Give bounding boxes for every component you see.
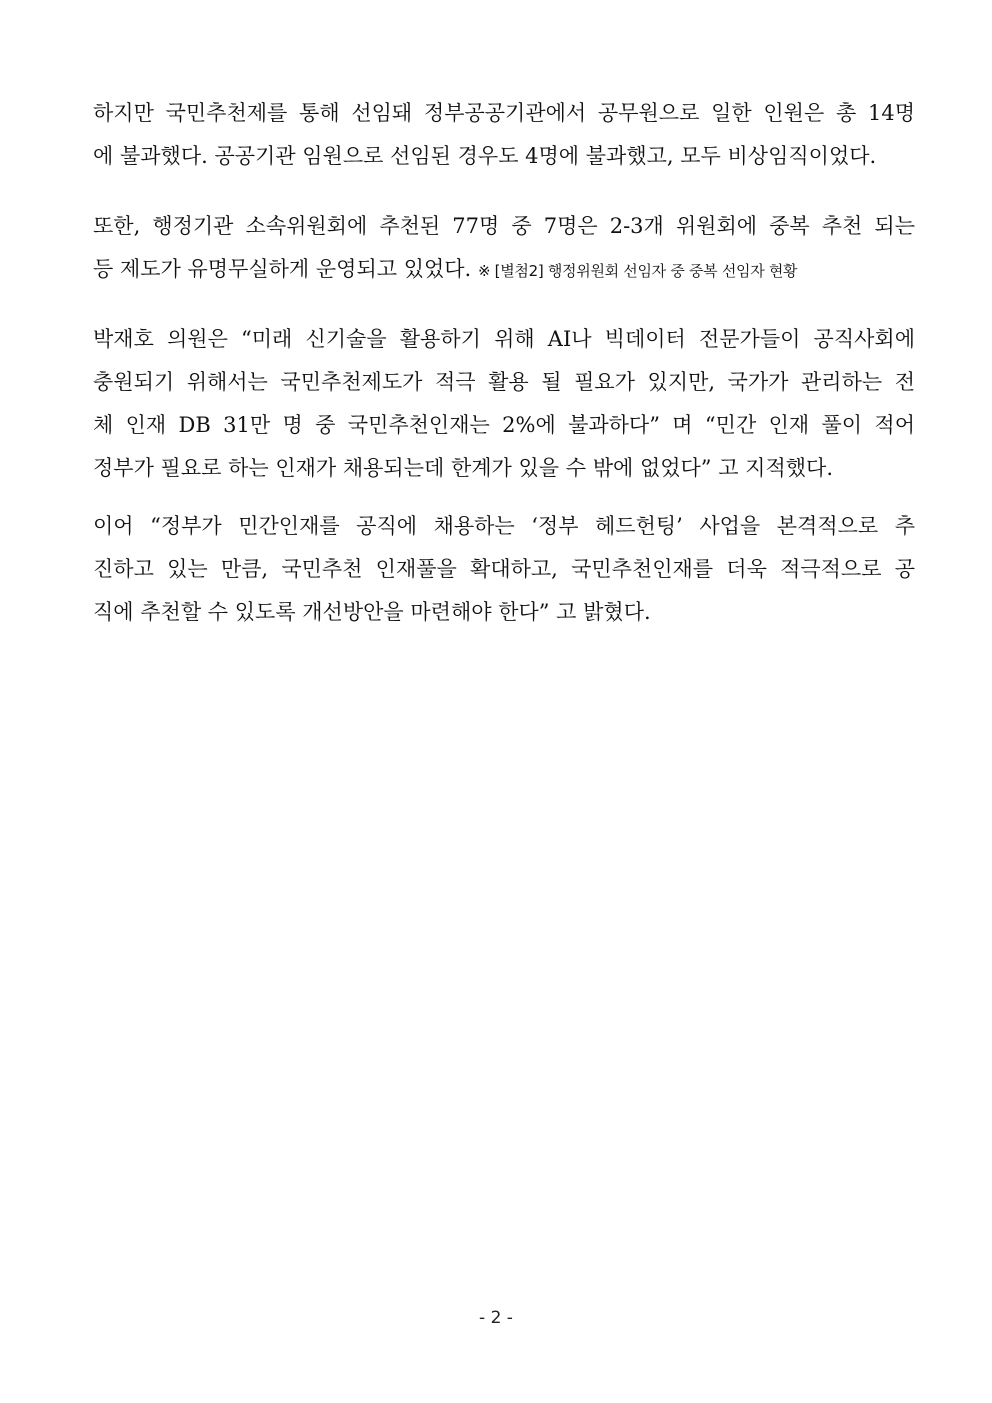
paragraph-line: 이어 “정부가 민간인재를 공직에 채용하는 ‘정부 헤드헌팅’ 사업을 본격적으로 추: [93, 514, 915, 538]
paragraph-line: 박재호 의원은 “미래 신기술을 활용하기 위해 AI나 빅데이터 전문가들이 공직사회에: [93, 327, 915, 351]
attachment-note: ※ [별첨2] 행정위원회 선임자 중 중복 선임자 현황: [477, 262, 798, 280]
paragraph-lawmaker-quote: [93, 318, 915, 490]
paragraph-line: 또한, 행정기관 소속위원회에 추천된 77명 중 7명은 2-3개 위원회에 중복 추천 되는: [93, 214, 915, 238]
paragraph-line: 체 인재 DB 31만 명 중 국민추천인재는 2%에 불과하다” 며 “민간 인재 풀이 적어: [93, 413, 915, 437]
paragraph-line-with-note: [93, 248, 915, 291]
paragraph-line: 에 불과했다. 공공기관 임원으로 선임된 경우도 4명에 불과했고, 모두 비상임직이었다.: [93, 144, 877, 168]
paragraph-line: 정부가 필요로 하는 인재가 채용되는데 한계가 있을 수 밖에 없었다” 고 지적했다.: [93, 456, 833, 480]
paragraph-line: 직에 추천할 수 있도록 개선방안을 마련해야 한다” 고 밝혔다.: [93, 600, 651, 624]
paragraph-improvement-request: [93, 505, 915, 634]
paragraph-line: 진하고 있는 만큼, 국민추천 인재풀을 확대하고, 국민추천인재를 더욱 적극적으로 공: [93, 557, 915, 581]
page-number: - 2 -: [479, 1308, 513, 1328]
paragraph-committee-duplicates: [93, 205, 915, 291]
paragraph-line: 충원되기 위해서는 국민추천제도가 적극 활용 될 필요가 있지만, 국가가 관리하는 전: [93, 370, 915, 394]
paragraph-public-appointments: [93, 92, 915, 178]
paragraph-line: 등 제도가 유명무실하게 운영되고 있었다.: [93, 257, 472, 281]
paragraph-line: 하지만 국민추천제를 통해 선임돼 정부공공기관에서 공무원으로 일한 인원은 총 14명: [93, 101, 915, 125]
